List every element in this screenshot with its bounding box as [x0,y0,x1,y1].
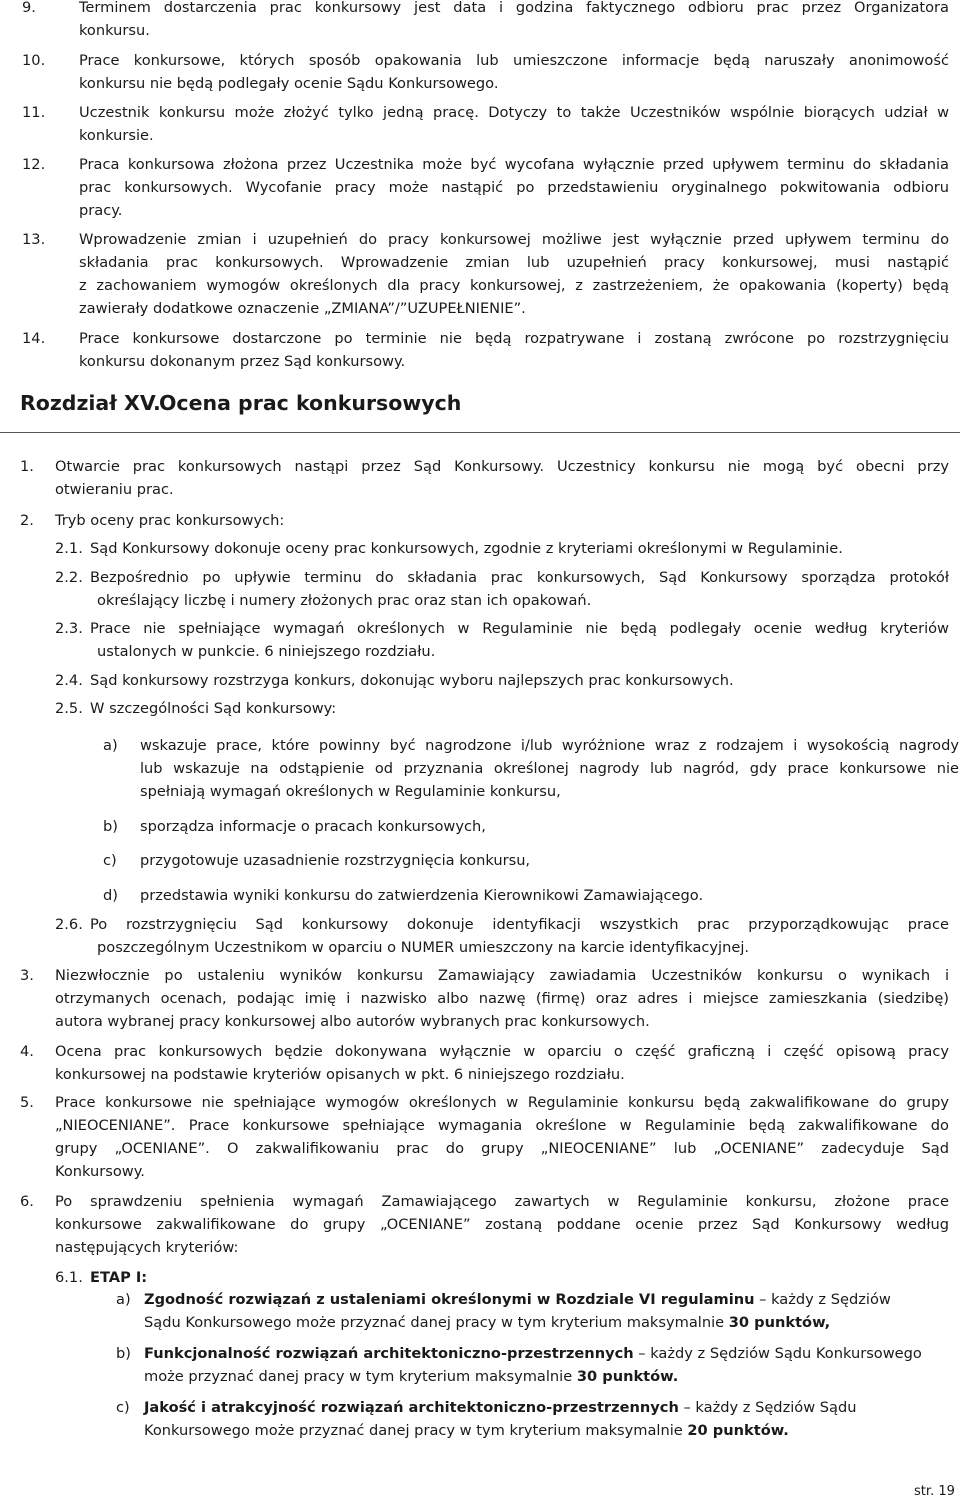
item-9-number: 9. [22,0,36,16]
item-10-number: 10. [22,52,46,69]
section-4-number: 4. [20,1043,34,1060]
sub-d-mark: d) [103,887,118,904]
section-6-number: 6. [20,1193,34,1210]
section-3-number: 3. [20,967,34,984]
item-14-line-2: konkursu dokonanym przez Sąd konkursowy. [79,353,406,370]
criterion-c-mark: c) [116,1399,130,1416]
stage-label: ETAP I: [90,1269,148,1286]
heading-rule [0,432,960,433]
section-1-line-2: otwieraniu prac. [55,481,174,498]
criterion-a-rest: – każdy z Sędziów [754,1291,891,1308]
sub-b-mark: b) [103,818,118,835]
sub-a-mark: a) [103,737,118,754]
page-number: str. 19 [914,1484,955,1499]
section-1-number: 1. [20,458,34,475]
section-5-line-4: Konkursowy. [55,1163,145,1180]
point-2-5-line-1: W szczególności Sąd konkursowy: [90,700,337,717]
point-2-2-line-2: określający liczbę i numery złożonych prac oraz stan ich opakowań. [97,592,592,609]
section-6-line-3: następujących kryteriów: [55,1239,239,1256]
item-9-line-2: konkursu. [79,22,150,39]
section-2-line-1: Tryb oceny prac konkursowych: [55,512,285,529]
item-11-line-2: konkursie. [79,127,154,144]
point-2-6-line-1: Po rozstrzygnięciu Sąd konkursowy dokonuje identyfikacji wszystkich prac przyporządkowując prace [90,916,949,933]
item-10-line-2: konkursu nie będą podlegały ocenie Sądu Konkursowego. [79,75,499,92]
point-2-6-number: 2.6. [55,916,83,933]
point-2-5-number: 2.5. [55,700,83,717]
criterion-b-points: 30 punktów. [576,1368,679,1385]
section-5-line-3: grupy „OCENIANE”. O zakwalifikowaniu prac do grupy „NIEOCENIANE” lub „OCENIANE” zadecyduje Sąd [55,1140,949,1157]
section-6-line-1: Po sprawdzeniu spełnienia wymagań Zamawiającego zawartych w Regulaminie konkursu, złożone prace [55,1193,949,1210]
item-12-line-3: pracy. [79,202,123,219]
criterion-a-mark: a) [116,1291,131,1308]
section-4-line-1: Ocena prac konkursowych będzie dokonywana wyłącznie w oparciu o część graficzną i część opisową pracy [55,1043,949,1060]
section-1-line-1: Otwarcie prac konkursowych nastąpi przez Sąd Konkursowy. Uczestnicy konkursu nie mogą być obecni przy [55,458,949,475]
point-6-1-number: 6.1. [55,1269,83,1286]
criterion-b-title: Funkcjonalność rozwiązań architektoniczno-przestrzennych [144,1345,634,1362]
criterion-b-text: może przyznać danej pracy w tym kryterium maksymalnie [144,1368,577,1385]
point-2-1-line-1: Sąd Konkursowy dokonuje oceny prac konkursowych, zgodnie z kryteriami określonymi w Regulaminie. [90,540,843,557]
section-6-line-2: konkursowe zakwalifikowane do grupy „OCENIANE” zostaną poddane ocenie przez Sąd Konkursowy według [55,1216,949,1233]
item-13-number: 13. [22,231,46,248]
section-3-line-3: autora wybranej pracy konkursowej albo autorów wybranych prac konkursowych. [55,1013,650,1030]
section-3-line-2: otrzymanych ocenach, podając imię i nazwisko albo nazwę (firmę) oraz adres i miejsce zamieszkania (siedzibę) [55,990,949,1007]
sub-a-line-2: lub wskazuje na odstąpienie od przyznania określonej nagrody lub nagród, gdy prace konkursowe nie [140,760,959,777]
item-13-line-4: zawierały dodatkowe oznaczenie „ZMIANA”/”UZUPEŁNIENIE”. [79,300,526,317]
criterion-a-line-2 [144,1311,830,1335]
criterion-b-rest: – każdy z Sędziów Sądu Konkursowego [633,1345,922,1362]
sub-b-line-1: sporządza informacje o pracach konkursowych, [140,818,486,835]
item-12-line-2: prac konkursowych. Wycofanie pracy może nastąpić po przedstawieniu oryginalnego pokwitowania odbioru [79,179,949,196]
sub-c-mark: c) [103,852,117,869]
section-5-number: 5. [20,1094,34,1111]
point-2-3-number: 2.3. [55,620,83,637]
criterion-c-title: Jakość i atrakcyjność rozwiązań architektoniczno-przestrzennych [144,1399,679,1416]
sub-d-line-1: przedstawia wyniki konkursu do zatwierdzenia Kierownikowi Zamawiającego. [140,887,704,904]
criterion-a-line-1 [144,1288,891,1312]
point-2-4-number: 2.4. [55,672,83,689]
item-10-line-1: Prace konkursowe, których sposób opakowania lub umieszczone informacje będą naruszały anonimowość [79,52,949,69]
chapter-label: Rozdział XV. [20,391,161,415]
item-12-line-1: Praca konkursowa złożona przez Uczestnika może być wycofana wyłącznie przed upływem terminu do składania [79,156,949,173]
point-2-2-number: 2.2. [55,569,83,586]
section-3-line-1: Niezwłocznie po ustaleniu wyników konkursu Zamawiający zawiadamia Uczestników konkursu o wynikach i [55,967,949,984]
criterion-a-points: 30 punktów, [728,1314,831,1331]
point-2-6-line-2: poszczególnym Uczestnikom w oparciu o NUMER umieszczony na karcie identyfikacyjnej. [97,939,750,956]
point-2-1-number: 2.1. [55,540,83,557]
item-13-line-2: składania prac konkursowych. Wprowadzenie zmian lub uzupełnień pracy konkursowej, musi nastąpić [79,254,949,271]
section-5-line-2: „NIEOCENIANE”. Prace konkursowe spełniające wymagania określone w Regulaminie będą zakwalifikowane do [55,1117,949,1134]
criterion-c-text: Konkursowego może przyznać danej pracy w tym kryterium maksymalnie [144,1422,688,1439]
item-9-line-1: Terminem dostarczenia prac konkursowy jest data i godzina faktycznego odbioru prac przez Organizatora [79,0,949,16]
chapter-title: Ocena prac konkursowych [159,391,462,415]
item-12-number: 12. [22,156,46,173]
item-11-number: 11. [22,104,46,121]
criterion-a-text: Sądu Konkursowego może przyznać danej pracy w tym kryterium maksymalnie [144,1314,729,1331]
criterion-c-rest: – każdy z Sędziów Sądu [678,1399,857,1416]
criterion-b-line-1 [144,1342,922,1366]
criterion-b-line-2 [144,1365,678,1389]
point-2-2-line-1: Bezpośrednio po upływie terminu do składania prac konkursowych, Sąd Konkursowy sporządza protokół [90,569,949,586]
criterion-c-line-1 [144,1396,857,1420]
point-2-4-line-1: Sąd konkursowy rozstrzyga konkurs, dokonując wyboru najlepszych prac konkursowych. [90,672,734,689]
item-13-line-3: z zachowaniem wymogów określonych dla pracy konkursowej, z zastrzeżeniem, że opakowania (koperty) będą [79,277,949,294]
item-11-line-1: Uczestnik konkursu może złożyć tylko jedną pracę. Dotyczy to także Uczestników wspólnie biorących udział w [79,104,949,121]
section-4-line-2: konkursowej na podstawie kryteriów opisanych w pkt. 6 niniejszego rozdziału. [55,1066,625,1083]
item-14-number: 14. [22,330,46,347]
criterion-c-points: 20 punktów. [687,1422,789,1439]
criterion-c-line-2 [144,1419,789,1443]
sub-a-line-3: spełniają wymagań określonych w Regulaminie konkursu, [140,783,561,800]
criterion-b-mark: b) [116,1345,131,1362]
section-5-line-1: Prace konkursowe nie spełniające wymogów określonych w Regulaminie konkursu będą zakwalifikowane do grupy [55,1094,949,1111]
item-13-line-1: Wprowadzenie zmian i uzupełnień do pracy konkursowej możliwe jest wyłącznie przed upływem terminu do [79,231,949,248]
criterion-a-title: Zgodność rozwiązań z ustaleniami określonymi w Rozdziale VI regulaminu [144,1291,755,1308]
item-14-line-1: Prace konkursowe dostarczone po terminie nie będą rozpatrywane i zostaną zwrócone po rozstrzygnięciu [79,330,949,347]
section-2-number: 2. [20,512,34,529]
sub-a-line-1: wskazuje prace, które powinny być nagrodzone i/lub wyróżnione wraz z rodzajem i wysokością nagrody [140,737,959,754]
sub-c-line-1: przygotowuje uzasadnienie rozstrzygnięcia konkursu, [140,852,531,869]
point-2-3-line-1: Prace nie spełniające wymagań określonych w Regulaminie nie będą podlegały ocenie według kryteriów [90,620,949,637]
point-2-3-line-2: ustalonych w punkcie. 6 niniejszego rozdziału. [97,643,436,660]
